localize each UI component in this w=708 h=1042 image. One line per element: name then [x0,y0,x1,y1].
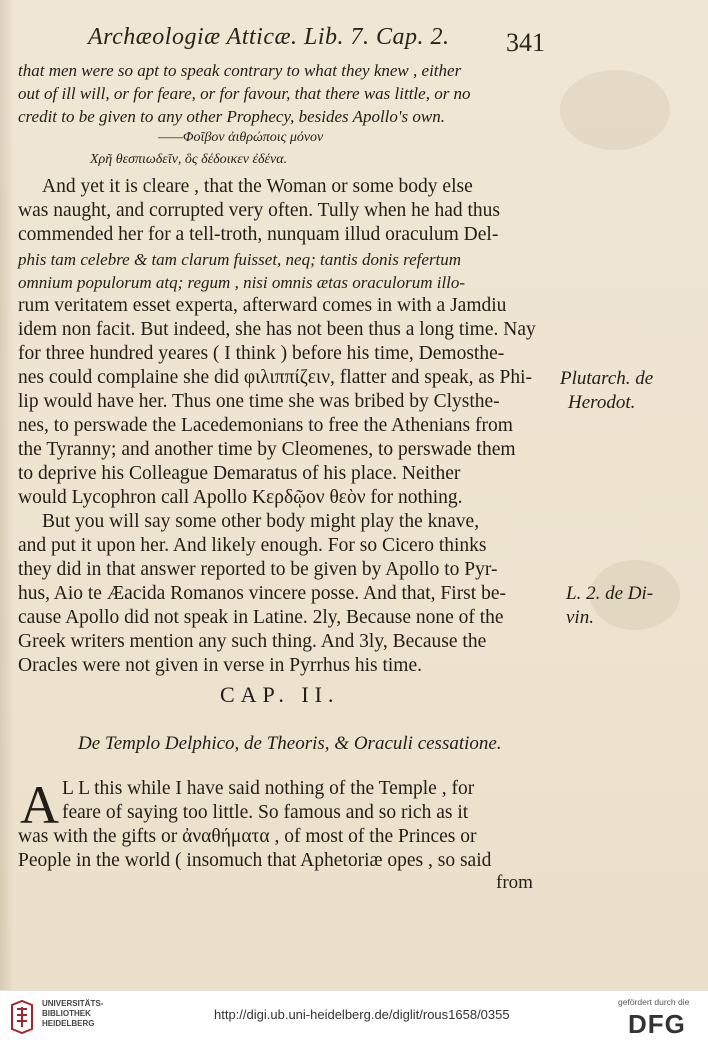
text-line: And yet it is cleare , that the Woman or some body else [42,176,473,197]
page-number: 341 [506,28,545,57]
running-title: Archæologiæ Atticæ. Lib. 7. Cap. 2. [88,24,450,50]
margin-note: L. 2. de Di- [566,583,654,604]
text-line: out of ill will, or for feare, or for favour, that there was little, or no [18,84,471,103]
text-line: nes, to perswade the Lacedemonians to free the Athenians from [18,415,513,436]
text-line: for three hundred yeares ( I think ) before his time, Demosthe- [18,343,505,364]
text-line: hus, Aio te Æacida Romanos vincere posse. And that, First be- [18,583,506,604]
text-line: nes could complaine she did φιλιππίζειν, flatter and speak, as Phi- [18,367,533,388]
university-logo-icon [8,999,36,1035]
chapter-text-line: L L this while I have said nothing of the Temple , for [62,778,475,799]
dfg-logo: DFG [628,1009,686,1039]
university-name [42,999,152,1029]
chapter-text-line: was with the gifts or ἀναθήματα , of most of the Princes or [18,826,477,847]
text-line: lip would have her. Thus one time she was bribed by Clysthe- [18,391,500,412]
text-line: they did in that answer reported to be given by Apollo to Pyr- [18,559,498,580]
funder-label: gefördert durch die [618,997,690,1007]
greek-quote-line: ——Φοῖβον ἀιθρώποις μόνον [158,130,324,145]
greek-quote-line: Χρῆ θεσπιωδεῖν, ὃς δέδοικεν ἐδένα. [90,152,288,167]
drop-capital: A [20,775,59,835]
text-line: to deprive his Colleague Demaratus of his place. Neither [18,463,461,484]
university-name-line: BIBLIOTHEK [42,1009,91,1018]
text-line: idem non facit. But indeed, she has not been thus a long time. Nay [18,319,536,340]
text-line: omnium populorum atq; regum , nisi omnis ætas oraculorum illo- [18,273,466,292]
margin-note: Herodot. [568,392,636,413]
text-line: commended her for a tell-troth, nunquam illud oraculum Del- [18,224,499,245]
page-header [0,24,708,64]
university-name-line: UNIVERSITÄTS- [42,999,104,1008]
text-line: Greek writers mention any such thing. And 3ly, Because the [18,631,487,652]
text-line: would Lycophron call Apollo Κερδῷον θεὸν for nothing. [18,487,463,508]
text-line: credit to be given to any other Prophecy, besides Apollo's own. [18,107,445,126]
university-name-line: HEIDELBERG [42,1019,95,1028]
margin-note: vin. [566,607,594,628]
text-line: rum veritatem esset experta, afterward comes in with a Jamdiu [18,295,507,316]
text-line: cause Apollo did not speak in Latine. 2ly, Because none of the [18,607,504,628]
text-line: phis tam celebre & tam clarum fuisset, neq; tantis donis refertum [18,250,462,269]
catchword: from [496,872,533,893]
chapter-heading: CAP. II. [220,682,340,707]
permalink-url[interactable]: http://digi.ub.uni-heidelberg.de/diglit/rous1658/0355 [214,1007,510,1022]
margin-note: Plutarch. de [560,368,654,389]
text-line: the Tyranny; and another time by Cleomenes, to perswade them [18,439,516,460]
text-line: was naught, and corrupted very often. Tully when he had thus [18,200,500,221]
text-line: Oracles were not given in verse in Pyrrhus his time. [18,655,422,676]
text-line: that men were so apt to speak contrary to what they knew , either [18,61,462,80]
text-line: and put it upon her. And likely enough. For so Cicero thinks [18,535,487,556]
text-line: But you will say some other body might play the knave, [42,511,480,532]
footer-bar [0,990,708,1042]
chapter-subtitle: De Templo Delphico, de Theoris, & Oraculi cessatione. [78,733,502,754]
chapter-text-line: feare of saying too little. So famous and so rich as it [62,802,469,823]
paper-stain [560,70,670,150]
chapter-text-line: People in the world ( insomuch that Aphetoriæ opes , so said [18,850,492,871]
